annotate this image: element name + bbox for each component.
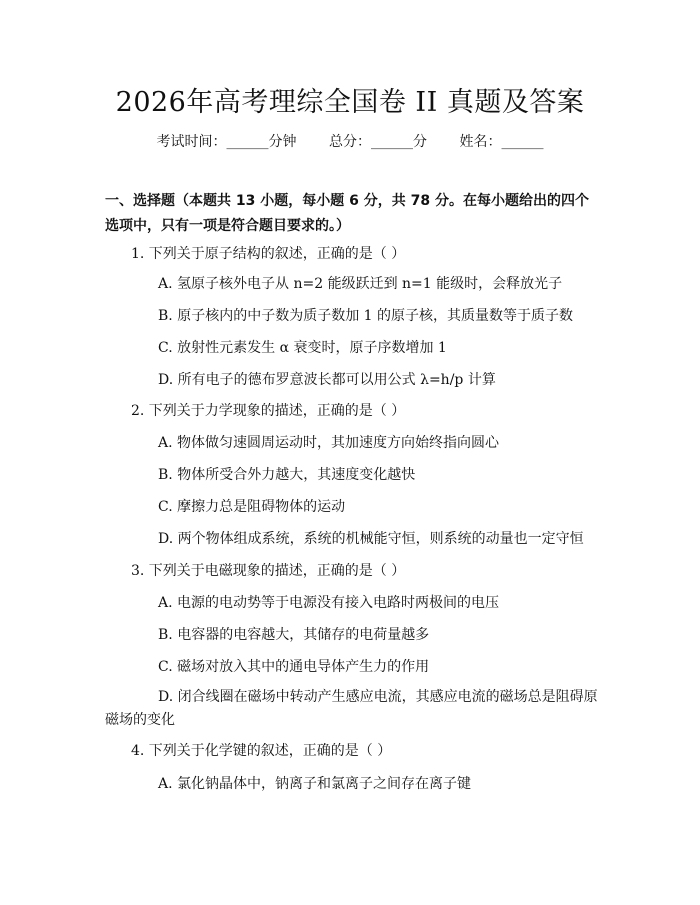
question-stem: 3. 下列关于电磁现象的描述，正确的是（ ） <box>131 563 406 579</box>
total-score: 总分：______分 <box>329 134 427 150</box>
exam-time: 考试时间：______分钟 <box>156 134 297 150</box>
student-name: 姓名：______ <box>459 134 544 150</box>
option: C. 摩擦力总是阻碍物体的运动 <box>158 499 346 515</box>
document-title: 2026年高考理综全国卷 II 真题及答案 <box>115 87 585 118</box>
option: A. 电源的电动势等于电源没有接入电路时两极间的电压 <box>158 595 500 611</box>
option: B. 物体所受合外力越大，其速度变化越快 <box>158 467 416 483</box>
option: C. 放射性元素发生 α 衰变时，原子序数增加 1 <box>158 340 447 356</box>
question-stem: 4. 下列关于化学键的叙述，正确的是（ ） <box>131 743 392 759</box>
exam-meta <box>0 131 700 151</box>
section-heading: 一、选择题（本题共 13 小题，每小题 6 分，共 78 分。在每小题给出的四个选项中，只有一项是符合题目要求的。） <box>105 193 589 234</box>
option: B. 电容器的电容越大，其储存的电荷量越多 <box>158 627 430 643</box>
option: B. 原子核内的中子数为质子数加 1 的原子核，其质量数等于质子数 <box>158 308 573 324</box>
option: A. 物体做匀速圆周运动时，其加速度方向始终指向圆心 <box>158 435 500 451</box>
option: D. 两个物体组成系统，系统的机械能守恒，则系统的动量也一定守恒 <box>158 531 584 547</box>
option: A. 氢原子核外电子从 n=2 能级跃迁到 n=1 能级时，会释放光子 <box>158 276 563 292</box>
option: C. 磁场对放入其中的通电导体产生力的作用 <box>158 659 430 675</box>
option: D. 所有电子的德布罗意波长都可以用公式 λ=h/p 计算 <box>158 372 496 388</box>
option: D. 闭合线圈在磁场中转动产生感应电流，其感应电流的磁场总是阻碍原磁场的变化 <box>105 689 598 728</box>
question-stem: 2. 下列关于力学现象的描述，正确的是（ ） <box>131 403 406 419</box>
question-stem: 1. 下列关于原子结构的叙述，正确的是（ ） <box>131 246 406 262</box>
option: A. 氯化钠晶体中，钠离子和氯离子之间存在离子键 <box>158 776 472 792</box>
